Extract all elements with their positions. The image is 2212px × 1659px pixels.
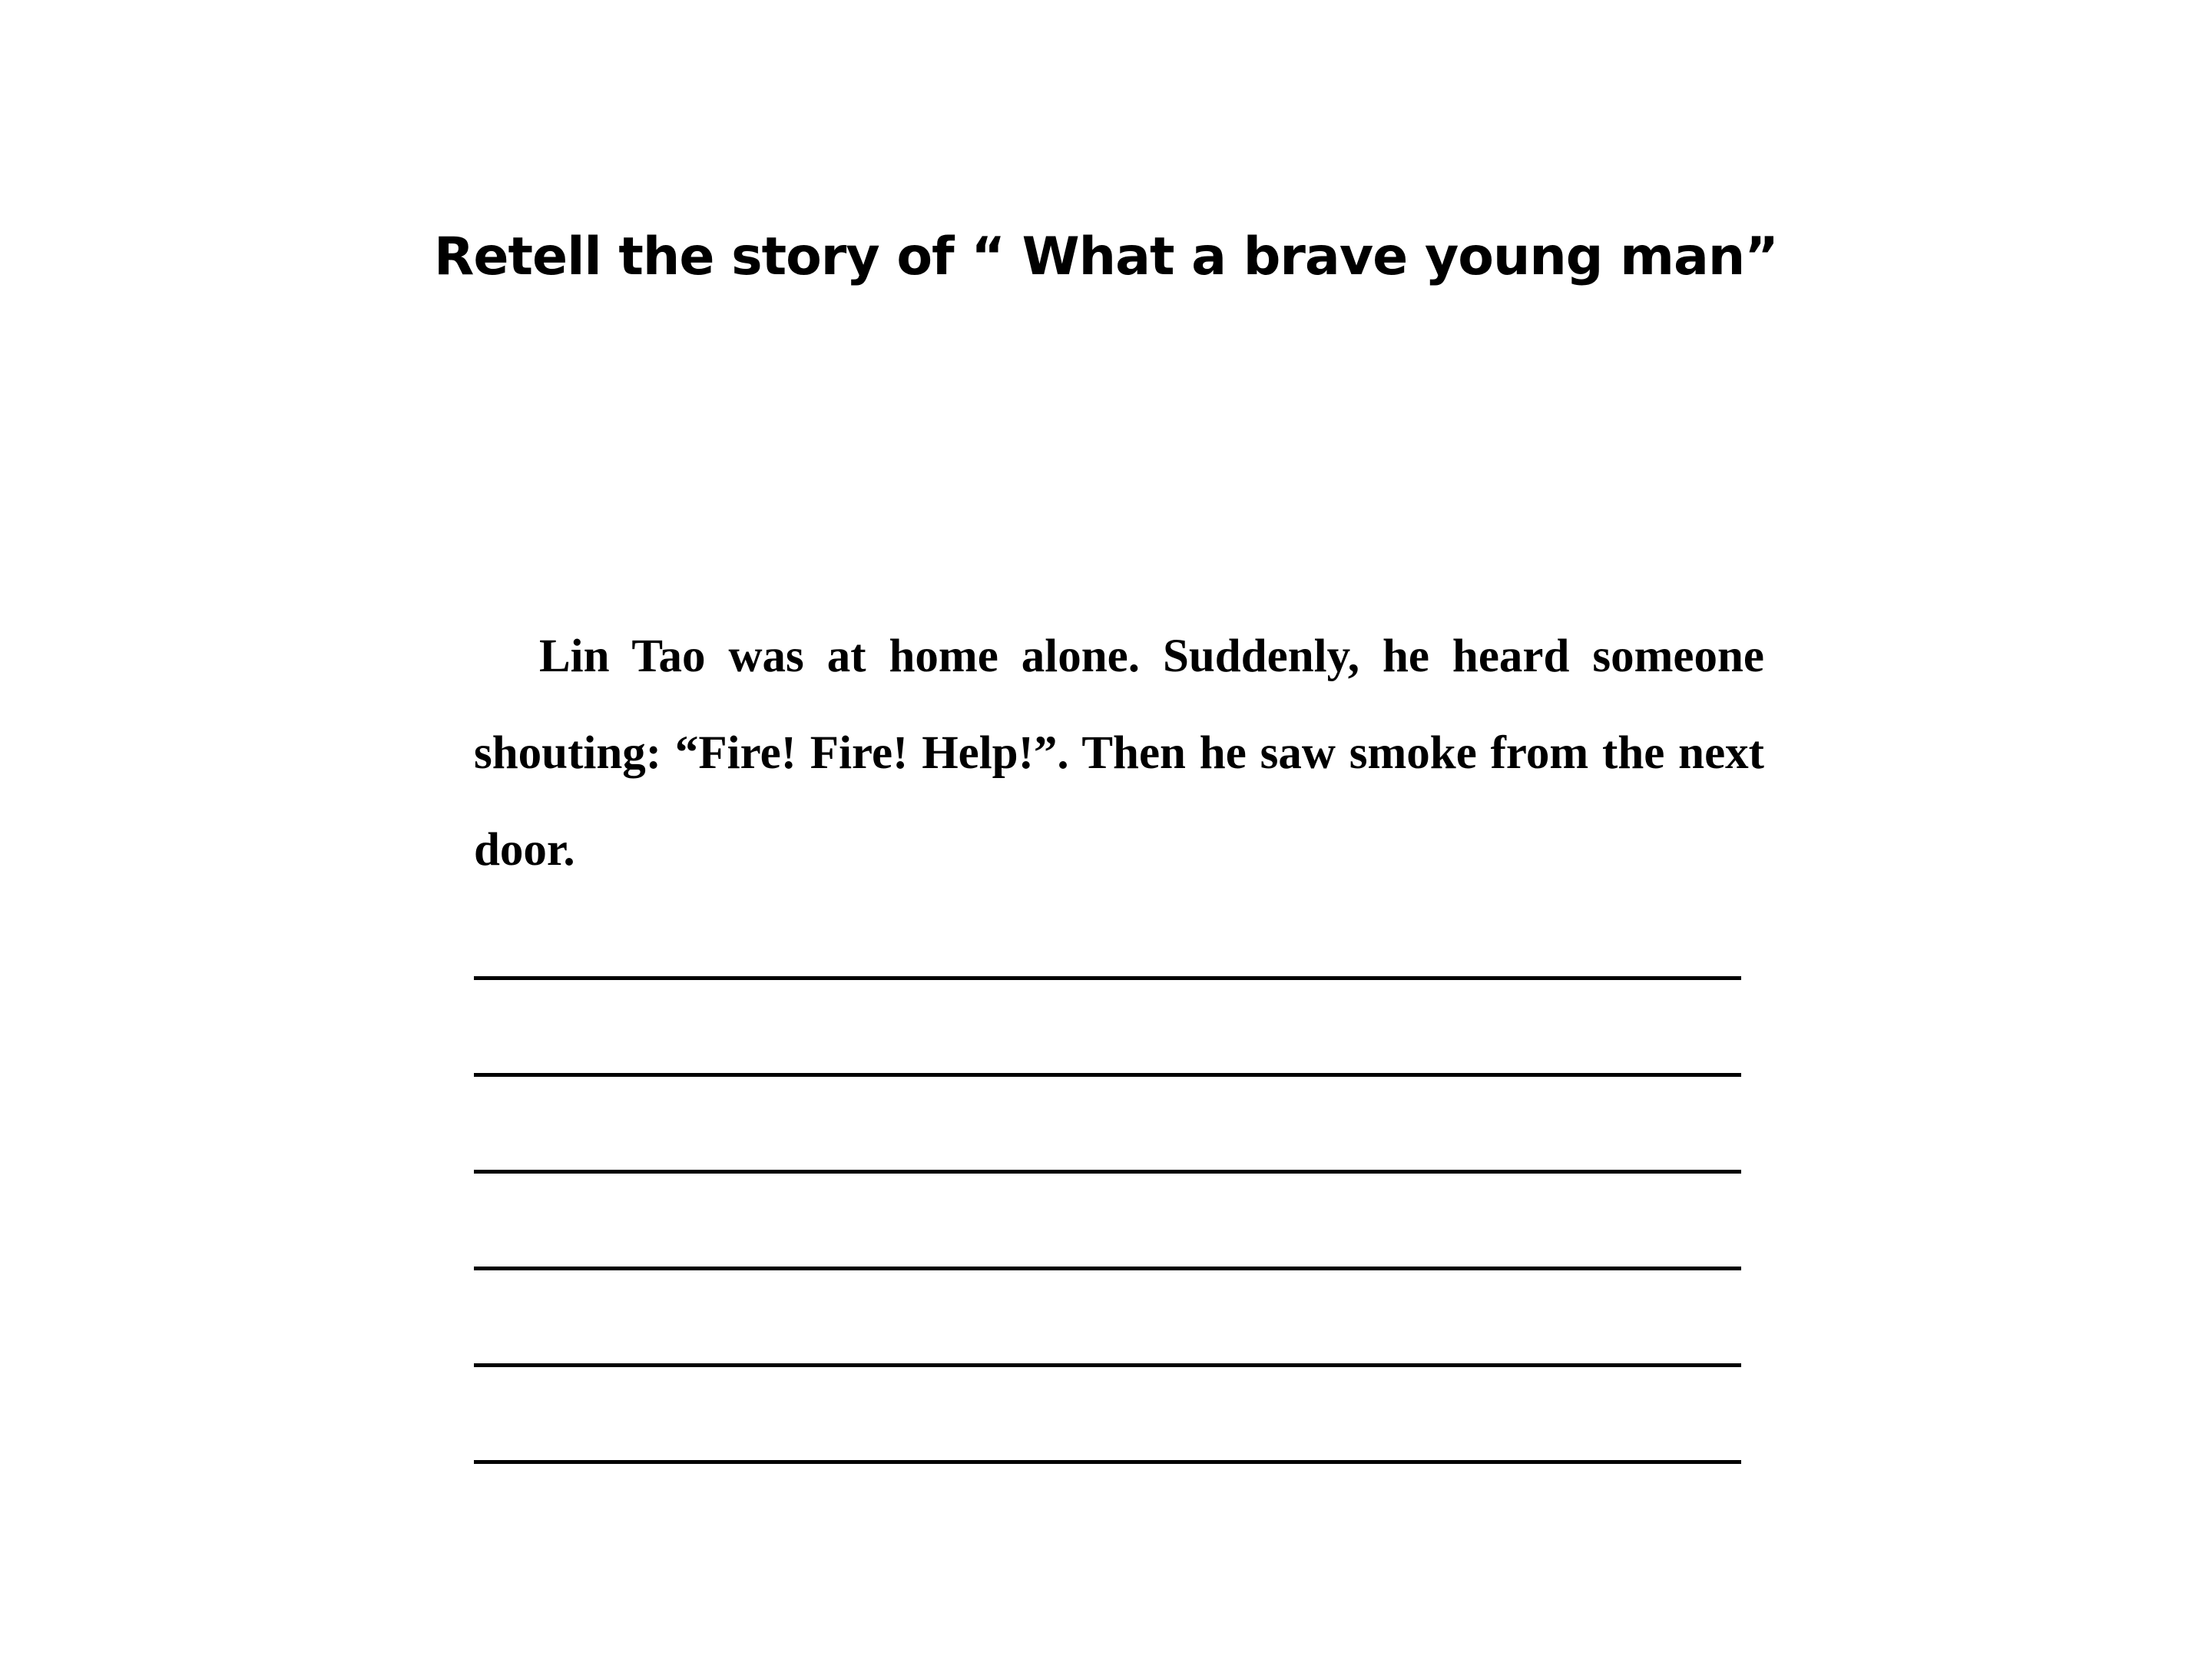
story-paragraph: Lin Tao was at home alone. Suddenly, he heard someone shouting: “Fire! Fire! Help!”. Then he saw smoke from the next door. <box>474 631 1764 876</box>
answer-line <box>474 980 1741 1077</box>
answer-line <box>474 1174 1741 1270</box>
page-title: Retell the story of “ What a brave young man” <box>434 227 1778 287</box>
answer-line <box>474 1367 1741 1464</box>
answer-lines <box>474 883 1741 1464</box>
answer-line <box>474 1077 1741 1174</box>
answer-line <box>474 883 1741 980</box>
answer-line <box>474 1270 1741 1367</box>
